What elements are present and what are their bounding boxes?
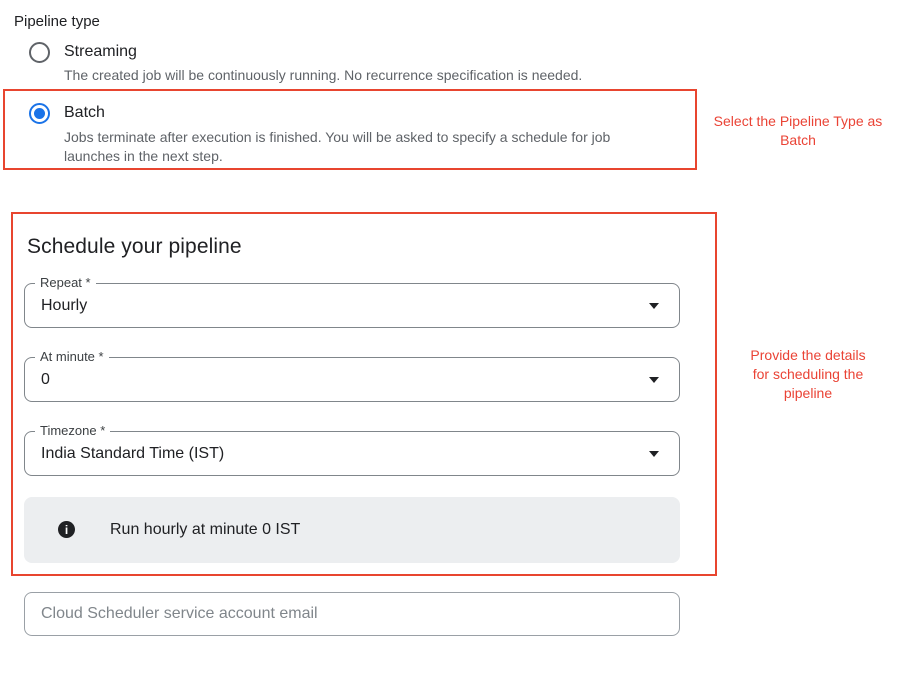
- at-minute-select[interactable]: [24, 349, 680, 402]
- repeat-select[interactable]: [24, 275, 680, 328]
- radio-option-streaming-description: The created job will be continuously running. No recurrence specification is needed.: [64, 67, 583, 83]
- repeat-select-value: Hourly: [41, 296, 88, 314]
- dropdown-arrow-icon[interactable]: [649, 377, 659, 383]
- radio-option-streaming-label: Streaming: [64, 43, 137, 60]
- radio-selected-icon[interactable]: [29, 103, 50, 124]
- radio-option-batch[interactable]: [29, 103, 50, 124]
- schedule-summary-banner: [24, 497, 680, 563]
- annotation-schedule-details: Provide the details for scheduling the pipeline: [750, 347, 866, 401]
- timezone-select[interactable]: [24, 423, 680, 476]
- annotation-select-batch: Select the Pipeline Type as Batch: [713, 113, 883, 148]
- schedule-section-title: Schedule your pipeline: [27, 235, 242, 258]
- dropdown-arrow-icon[interactable]: [649, 303, 659, 309]
- timezone-select-value: India Standard Time (IST): [41, 444, 225, 462]
- radio-option-streaming[interactable]: [29, 42, 50, 63]
- pipeline-type-label: Pipeline type: [14, 13, 100, 30]
- repeat-select-label: Repeat *: [35, 275, 96, 290]
- service-account-email-input[interactable]: [24, 592, 680, 636]
- schedule-summary-text: Run hourly at minute 0 IST: [110, 521, 301, 538]
- radio-option-batch-label: Batch: [64, 104, 105, 121]
- dropdown-arrow-icon[interactable]: [649, 451, 659, 457]
- timezone-select-label: Timezone *: [35, 423, 110, 438]
- radio-option-batch-description: Jobs terminate after execution is finished. You will be asked to specify a schedule for job launches in the next step.: [64, 129, 611, 164]
- at-minute-select-label: At minute *: [35, 349, 109, 364]
- info-icon: i: [58, 521, 75, 538]
- at-minute-select-value: 0: [41, 370, 50, 388]
- radio-unselected-icon[interactable]: [29, 42, 50, 63]
